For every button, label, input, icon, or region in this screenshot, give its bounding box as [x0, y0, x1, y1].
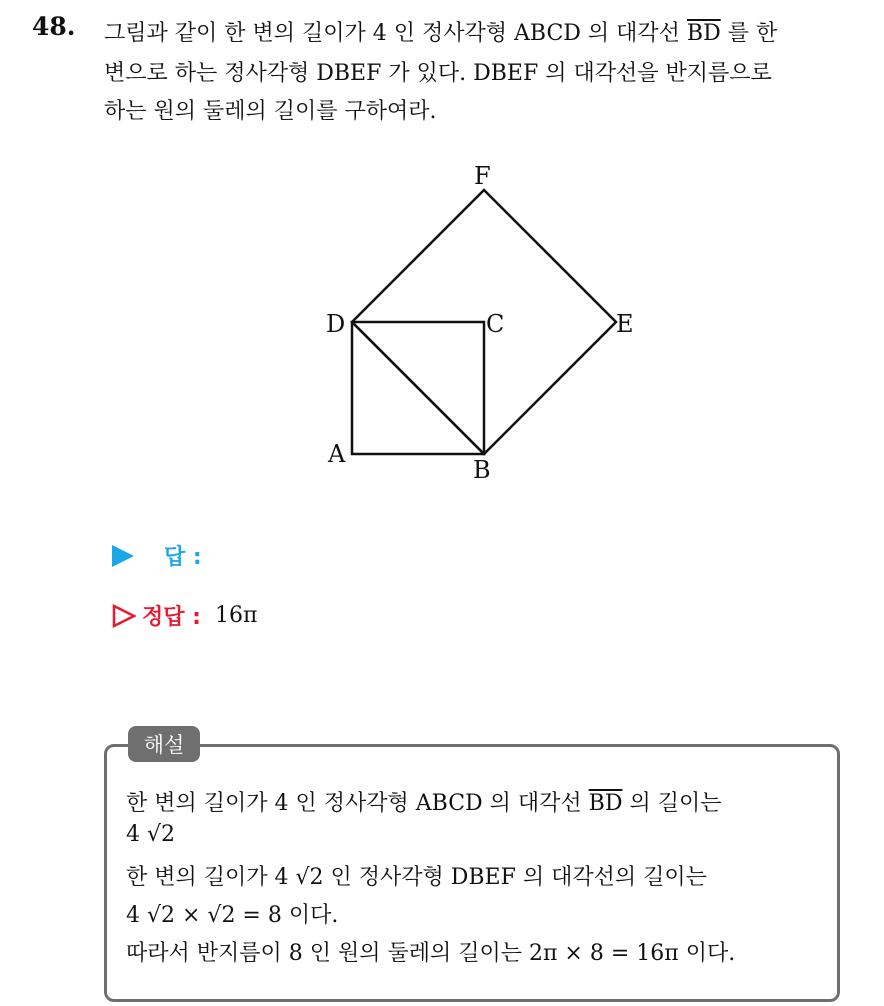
correct-answer-label: 정답 : — [142, 605, 201, 630]
label-a: A — [328, 440, 346, 468]
explanation-line-2: 4 √2 — [126, 822, 176, 847]
explanation-tab: 해설 — [128, 726, 200, 762]
correct-answer-value: 16π — [214, 603, 258, 628]
explanation-line-5: 따라서 반지름이 8 인 원의 둘레의 길이는 2π × 8 = 16π 이다. — [126, 941, 736, 966]
explanation-line-3: 한 변의 길이가 4 √2 인 정사각형 DBEF 의 대각선의 길이는 — [126, 865, 707, 890]
answer-label: 답 : — [164, 545, 202, 570]
label-e: E — [616, 310, 634, 338]
label-c: C — [486, 310, 505, 338]
outline-triangle-icon — [112, 604, 136, 628]
answer-row — [112, 540, 202, 571]
question-text-1b: 를 한 — [720, 21, 778, 46]
question-line-1 — [104, 16, 777, 47]
question-text-1a: 그림과 같이 한 변의 길이가 4 인 정사각형 ABCD 의 대각선 — [104, 21, 687, 46]
play-triangle-icon — [112, 545, 134, 567]
question-line-2: 변으로 하는 정사각형 DBEF 가 있다. DBEF 의 대각선을 반지름으로 — [104, 61, 772, 86]
explanation-segment-bd: $\overline{BD}$ — [588, 791, 623, 816]
label-f: F — [474, 162, 491, 190]
question-line-3: 하는 원의 둘레의 길이를 구하여라. — [104, 99, 437, 124]
explanation-line-1 — [126, 786, 721, 817]
question-number: 48. — [32, 12, 76, 41]
correct-answer-row — [112, 600, 257, 631]
figure-svg — [310, 160, 650, 490]
explanation-text-1b: 의 길이는 — [622, 791, 722, 816]
explanation-line-4: 4 √2 × √2 = 8 이다. — [126, 903, 339, 928]
segment-bd: $\overline{BD}$ — [686, 21, 721, 46]
label-b: B — [473, 456, 491, 484]
label-d: D — [326, 310, 346, 338]
geometry-figure — [310, 160, 650, 490]
explanation-text-1a: 한 변의 길이가 4 인 정사각형 ABCD 의 대각선 — [126, 791, 589, 816]
